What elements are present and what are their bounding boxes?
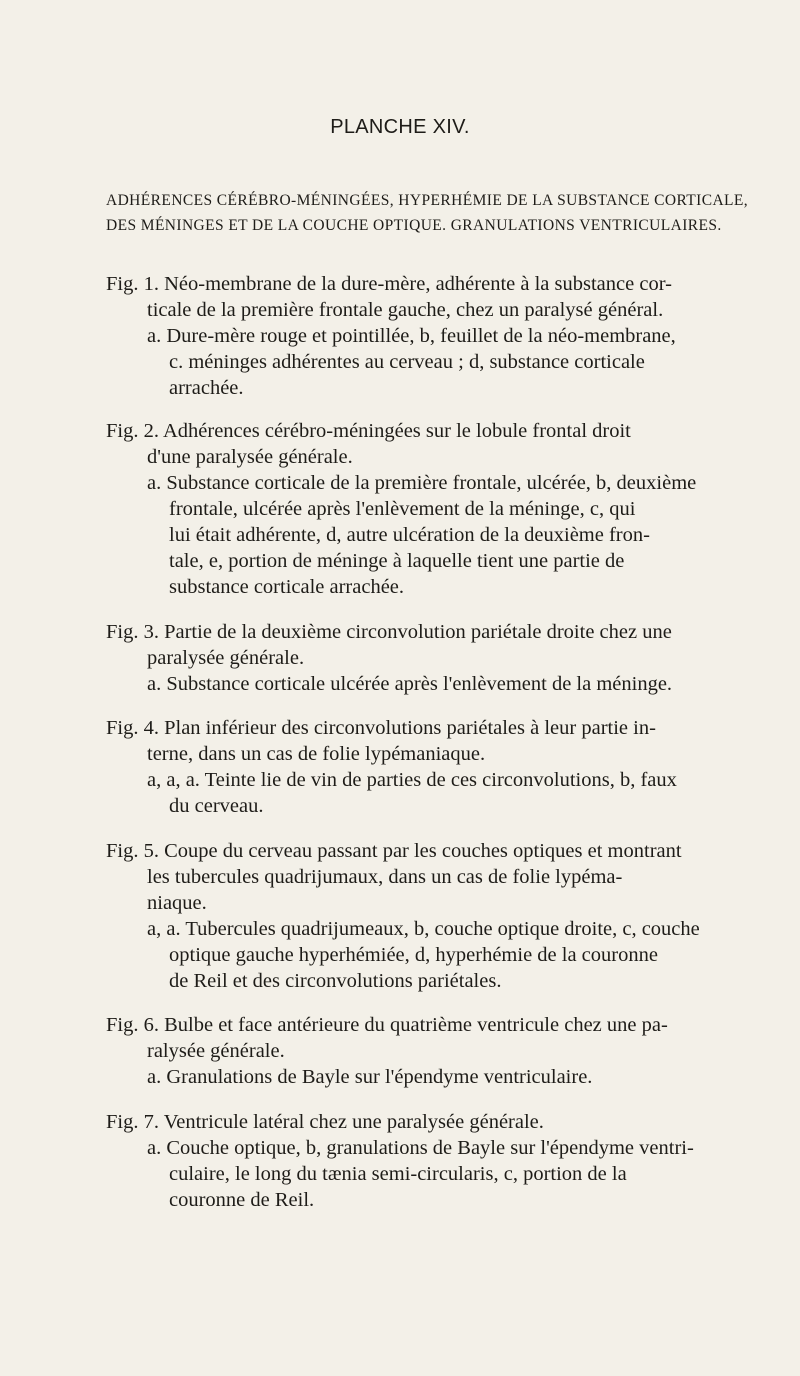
fig-7-caption: Fig. 7. Ventricule latéral chez une paralysée générale.: [106, 1111, 544, 1133]
plate-title: PLANCHE XIV.: [330, 116, 470, 138]
fig-5-legend-cont: de Reil et des circonvolutions pariétales.: [169, 970, 502, 992]
fig-2-legend: a. Substance corticale de la première frontale, ulcérée, b, deuxième: [147, 472, 697, 494]
fig-1-legend-cont: c. méninges adhérentes au cerveau ; d, substance corticale: [169, 351, 645, 373]
fig-2-legend-cont: frontale, ulcérée après l'enlèvement de la méninge, c, qui: [169, 498, 636, 520]
fig-4-legend-cont: du cerveau.: [169, 795, 264, 817]
fig-2-legend-cont: substance corticale arrachée.: [169, 576, 405, 598]
fig-1-legend: a. Dure-mère rouge et pointillée, b, feuillet de la néo-membrane,: [147, 325, 676, 347]
fig-5-caption-cont: niaque.: [147, 892, 207, 914]
subtitle-line-2: DES MÉNINGES ET DE LA COUCHE OPTIQUE. GRANULATIONS VENTRICULAIRES.: [106, 217, 722, 234]
fig-1-legend-cont: arrachée.: [169, 377, 244, 399]
fig-3-caption-cont: paralysée générale.: [147, 647, 305, 669]
fig-4-legend: a, a, a. Teinte lie de vin de parties de ces circonvolutions, b, faux: [147, 769, 677, 791]
fig-7-legend-cont: culaire, le long du tænia semi-circularis, c, portion de la: [169, 1163, 627, 1185]
fig-4-caption-cont: terne, dans un cas de folie lypémaniaque.: [147, 743, 486, 765]
subtitle-line-1: ADHÉRENCES CÉRÉBRO-MÉNINGÉES, HYPERHÉMIE DE LA SUBSTANCE CORTICALE,: [106, 192, 749, 209]
fig-7-legend: a. Couche optique, b, granulations de Bayle sur l'épendyme ventri-: [147, 1137, 694, 1159]
fig-5-caption-cont: les tubercules quadrijumaux, dans un cas de folie lypéma-: [147, 866, 623, 888]
fig-5-legend-cont: optique gauche hyperhémiée, d, hyperhémie de la couronne: [169, 944, 658, 966]
fig-3-legend: a. Substance corticale ulcérée après l'enlèvement de la méninge.: [147, 673, 673, 695]
fig-6-legend: a. Granulations de Bayle sur l'épendyme ventriculaire.: [147, 1066, 593, 1088]
fig-2-caption-cont: d'une paralysée générale.: [147, 446, 353, 468]
fig-4-caption: Fig. 4. Plan inférieur des circonvolutions pariétales à leur partie in-: [106, 717, 656, 739]
fig-1-caption: Fig. 1. Néo-membrane de la dure-mère, adhérente à la substance cor-: [106, 273, 672, 295]
fig-6-caption-cont: ralysée générale.: [147, 1040, 285, 1062]
fig-1-caption-cont: ticale de la première frontale gauche, chez un paralysé général.: [147, 299, 664, 321]
fig-6-caption: Fig. 6. Bulbe et face antérieure du quatrième ventricule chez une pa-: [106, 1014, 668, 1036]
fig-5-caption: Fig. 5. Coupe du cerveau passant par les couches optiques et montrant: [106, 840, 682, 862]
fig-5-legend: a, a. Tubercules quadrijumeaux, b, couche optique droite, c, couche: [147, 918, 700, 940]
fig-2-legend-cont: tale, e, portion de méninge à laquelle tient une partie de: [169, 550, 625, 572]
fig-2-legend-cont: lui était adhérente, d, autre ulcération de la deuxième fron-: [169, 524, 650, 546]
fig-3-caption: Fig. 3. Partie de la deuxième circonvolution pariétale droite chez une: [106, 621, 672, 643]
fig-2-caption: Fig. 2. Adhérences cérébro-méningées sur le lobule frontal droit: [106, 420, 631, 442]
fig-7-legend-cont: couronne de Reil.: [169, 1189, 315, 1211]
